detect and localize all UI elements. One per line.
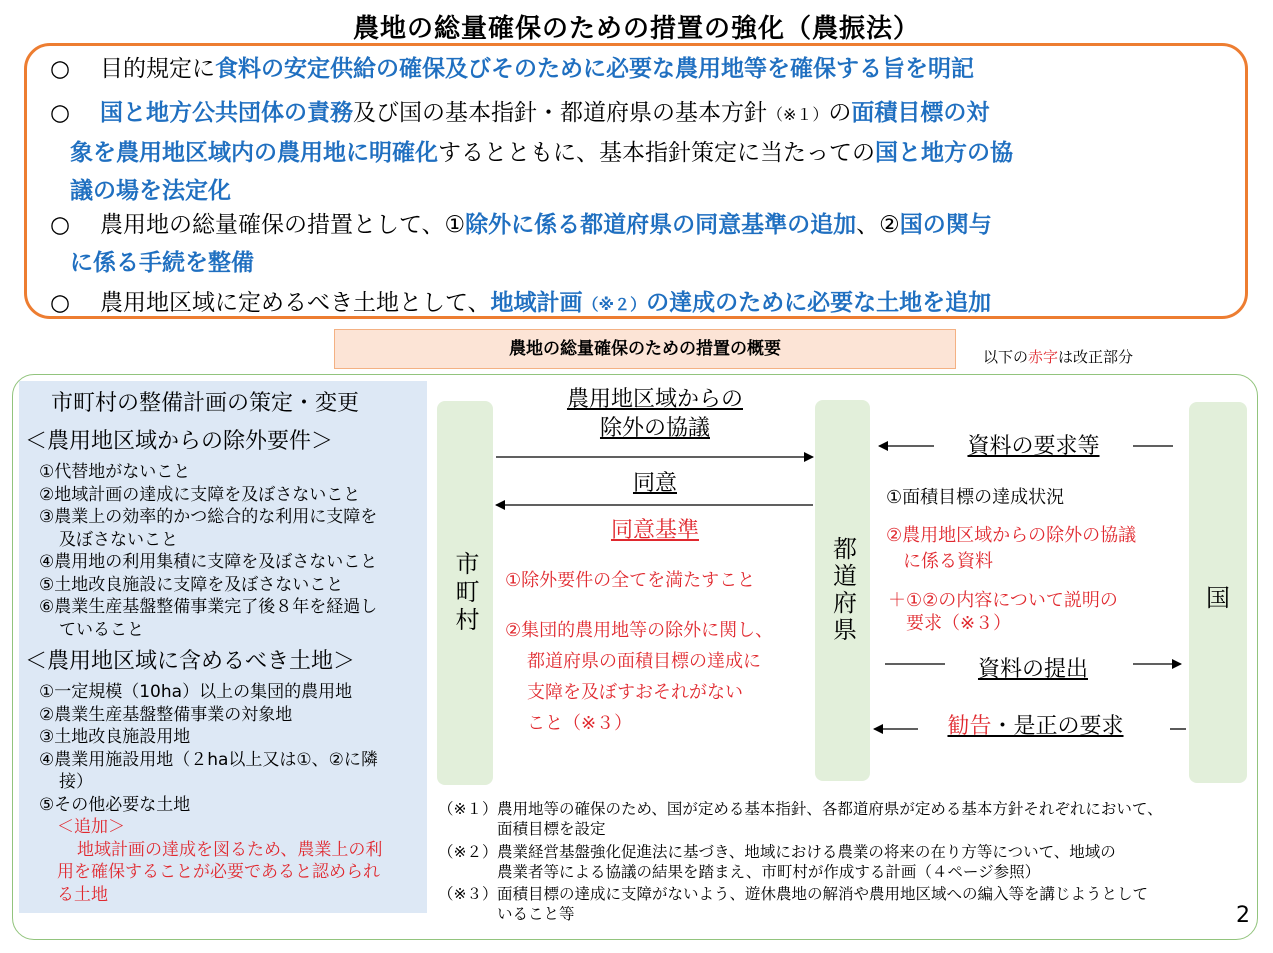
exclusion-req-3: ③農業上の効率的かつ総合的な利用に支障を: [39, 507, 378, 527]
criteria-1: ①除外要件の全てを満たすこと: [505, 570, 756, 591]
inclusion-land-5: ⑤その他必要な土地: [39, 794, 191, 815]
footnote-2-line-2: 農業者等による協議の結果を踏まえ、市町村が作成する計画（４ページ参照）: [497, 863, 1041, 881]
bullet-mark: ○: [50, 290, 71, 316]
inclusion-land-4: ④農業用施設用地（２ha以上又は①、②に隣: [39, 749, 378, 770]
pn-item-2-line-1: ②農用地区域からの除外の協議: [886, 525, 1137, 546]
advice-label: 勧告・是正の要求: [947, 714, 1124, 739]
bullet-mark: ○: [50, 212, 71, 238]
footnote-3-mark: （※３）: [438, 885, 498, 903]
consult-label-1: 農用地区域からの: [566, 387, 743, 412]
municipality-label: 市町村: [451, 551, 479, 635]
summary-bullet-4: ○ 農用地区域に定めるべき土地として、地域計画（※２）の達成のために必要な土地を追加: [50, 284, 1240, 324]
exclusion-req-6-cont: ていること: [59, 619, 144, 640]
criteria-2-line-3: 支障を及ぼすおそれがない: [527, 682, 743, 703]
pn-item-3-line-2: 要求（※３）: [906, 613, 1012, 634]
revision-note: 以下の赤字は改正部分: [983, 348, 1134, 366]
bullet-mark: ○: [50, 100, 71, 126]
exclusion-req-2: ②地域計画の達成に支障を及ぼさないこと: [39, 484, 361, 505]
consent-criteria-title: 同意基準: [610, 518, 699, 543]
bullet-mark: ○: [50, 56, 71, 82]
exclusion-req-5: ⑤土地改良施設に支障を及ぼさないこと: [39, 574, 344, 595]
inclusion-land-1: ①一定規模（10ha）以上の集団的農用地: [39, 682, 353, 702]
exclusion-req-6: ⑥農業生産基盤整備事業完了後８年を経過し: [39, 597, 378, 617]
criteria-2-line-2: 都道府県の面積目標の達成に: [527, 651, 761, 672]
addition-line-2: 用を確保することが必要であると認められ: [57, 862, 380, 882]
pn-item-3-line-1: ＋①②の内容について説明の: [888, 590, 1118, 611]
inclusion-land-3: ③土地改良施設用地: [39, 727, 191, 747]
panel-heading: 市町村の整備計画の策定・変更: [51, 391, 360, 416]
page-number: 2: [1236, 903, 1250, 928]
footnote-3-line-2: いること等: [497, 905, 575, 923]
criteria-2-line-4: こと（※３）: [527, 713, 633, 734]
exclusion-req-1: ①代替地がないこと: [39, 462, 191, 482]
summary-bullet-1: ○ 目的規定に食料の安定供給の確保及びそのために必要な農用地等を確保する旨を明記: [50, 50, 1240, 88]
page-title: 農地の総量確保のための措置の強化（農振法）: [352, 14, 920, 44]
summary-bullet-2: ○ 国と地方公共団体の責務及び国の基本指針・都道府県の基本方針（※１）の面積目標の対 象を農用地区域内の農用地に明確化するとともに、基本指針策定に当たっての国と地方の協 議の場を法定化: [50, 94, 1240, 210]
inclusion-land-heading: ＜農用地区域に含めるべき土地＞: [25, 649, 356, 674]
footnote-1-line-1: 農用地等の確保のため、国が定める基本指針、各都道府県が定める基本方針それぞれにおいて、: [497, 800, 1163, 818]
consent-label: 同意: [632, 471, 677, 496]
prefecture-label: 都道府県: [828, 536, 857, 644]
summary-bullet-3: ○ 農用地の総量確保の措置として、①除外に係る都道府県の同意基準の追加、②国の関与 に係る手続を整備: [50, 206, 1240, 282]
exclusion-req-3-cont: 及ぼさないこと: [59, 529, 178, 550]
request-label: 資料の要求等: [967, 434, 1100, 459]
inclusion-land-4-cont: 接）: [59, 772, 93, 792]
exclusion-requirements-heading: ＜農用地区域からの除外要件＞: [25, 429, 334, 454]
consult-label-2: 除外の協議: [599, 416, 710, 441]
criteria-2-line-1: ②集団的農用地等の除外に関し、: [505, 620, 774, 641]
inclusion-land-2: ②農業生産基盤整備事業の対象地: [39, 704, 293, 725]
overview-banner: 農地の総量確保のための措置の概要: [334, 329, 956, 369]
addition-line-1: 地域計画の達成を図るため、農業上の利: [77, 839, 383, 860]
pn-item-1: ①面積目標の達成状況: [886, 487, 1065, 508]
addition-line-3: る土地: [57, 884, 108, 905]
submit-label: 資料の提出: [977, 657, 1088, 682]
nation-label: 国: [1206, 584, 1230, 612]
exclusion-req-4: ④農用地の利用集積に支障を及ぼさないこと: [39, 552, 378, 572]
footnote-1-line-2: 面積目標を設定: [497, 820, 606, 838]
footnote-2-line-1: 農業経営基盤強化促進法に基づき、地域における農業の将来の在り方等について、地域の: [497, 843, 1116, 861]
addition-tag: ＜追加＞: [57, 817, 125, 837]
footnote-3-line-1: 面積目標の達成に支障がないよう、遊休農地の解消や農用地区域への編入等を講じようとして: [497, 885, 1149, 903]
footnote-2-mark: （※２）: [438, 843, 498, 861]
footnote-1-mark: （※１）: [438, 800, 498, 818]
pn-item-2-line-2: に係る資料: [903, 551, 993, 572]
